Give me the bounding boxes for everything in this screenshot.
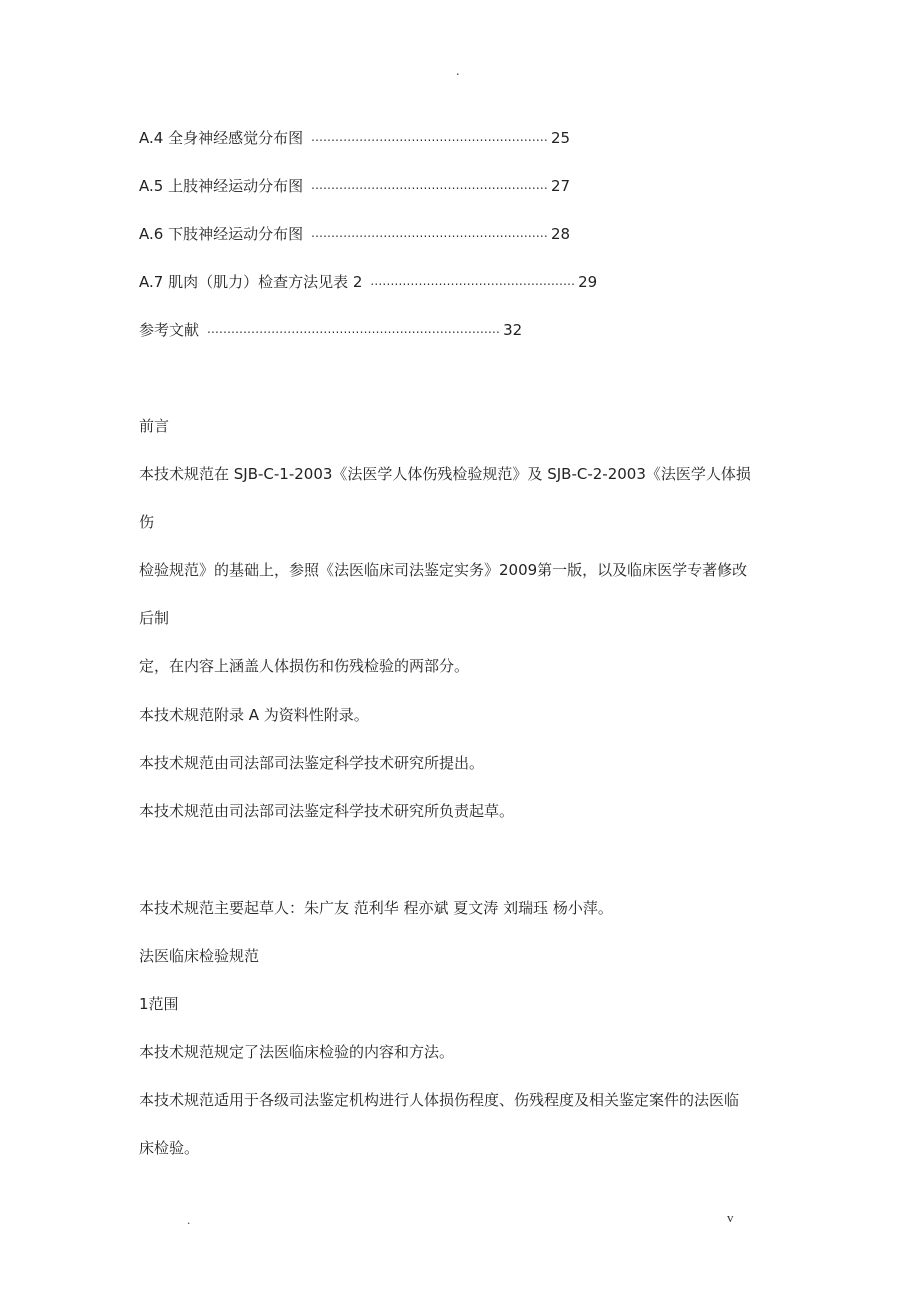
body-paragraph-line: 后制 bbox=[139, 609, 170, 627]
section-heading-scope: 1范围 bbox=[139, 995, 179, 1013]
header-mark: . bbox=[456, 64, 460, 79]
toc-label: 参考文献 bbox=[139, 321, 200, 339]
body-paragraph-line: 伤 bbox=[139, 513, 155, 531]
body-paragraph-line: 本技术规范由司法部司法鉴定科学技术研究所提出。 bbox=[139, 754, 485, 772]
drafters-line: 本技术规范主要起草人：朱广友 范利华 程亦斌 夏文涛 刘瑞珏 杨小萍。 bbox=[139, 899, 613, 917]
footer-left-mark: . bbox=[187, 1212, 191, 1227]
toc-page-number: 28 bbox=[550, 225, 571, 243]
body-paragraph-line: 检验规范》的基础上，参照《法医临床司法鉴定实务》2009第一版，以及临床医学专著修改 bbox=[139, 561, 748, 579]
toc-entry-a5[interactable] bbox=[139, 175, 570, 196]
toc-entry-a6[interactable] bbox=[139, 223, 570, 244]
section-heading-foreword: 前言 bbox=[139, 417, 170, 435]
toc-label: A.5 上肢神经运动分布图 bbox=[139, 177, 304, 195]
toc-page-number: 32 bbox=[503, 321, 523, 339]
toc-page-number: 29 bbox=[578, 273, 598, 291]
body-paragraph-line: 本技术规范在 SJB-C-1-2003《法医学人体伤残检验规范》及 SJB-C-2-2003《法医学人体损 bbox=[139, 465, 751, 483]
body-paragraph-line: 本技术规范由司法部司法鉴定科学技术研究所负责起草。 bbox=[139, 802, 515, 820]
toc-leader-dots: ........................................................... bbox=[311, 130, 548, 144]
toc-page-number: 25 bbox=[550, 129, 571, 147]
toc-entry-a4[interactable] bbox=[139, 127, 570, 148]
toc-entry-references[interactable] bbox=[139, 319, 522, 340]
toc-label: A.6 下肢神经运动分布图 bbox=[139, 225, 304, 243]
toc-leader-dots: ................................................... bbox=[370, 274, 576, 288]
toc-label: A.7 肌肉（肌力）检查方法见表 2 bbox=[139, 273, 363, 291]
toc-page-number: 27 bbox=[550, 177, 571, 195]
toc-entry-a7[interactable] bbox=[139, 271, 597, 292]
body-paragraph-line: 床检验。 bbox=[139, 1139, 200, 1157]
body-paragraph-line: 本技术规范适用于各级司法鉴定机构进行人体损伤程度、伤残程度及相关鉴定案件的法医临 bbox=[139, 1091, 740, 1109]
section-title: 法医临床检验规范 bbox=[139, 947, 260, 965]
body-paragraph-line: 本技术规范附录 A 为资料性附录。 bbox=[139, 706, 369, 724]
body-paragraph-line: 本技术规范规定了法医临床检验的内容和方法。 bbox=[139, 1043, 455, 1061]
toc-leader-dots: ......................................................................... bbox=[207, 322, 501, 336]
toc-label: A.4 全身神经感觉分布图 bbox=[139, 129, 304, 147]
toc-leader-dots: ........................................................... bbox=[311, 226, 548, 240]
body-paragraph-line: 定，在内容上涵盖人体损伤和伤残检验的两部分。 bbox=[139, 657, 470, 675]
toc-leader-dots: ........................................................... bbox=[311, 178, 548, 192]
footer-right-mark: v bbox=[727, 1210, 734, 1225]
